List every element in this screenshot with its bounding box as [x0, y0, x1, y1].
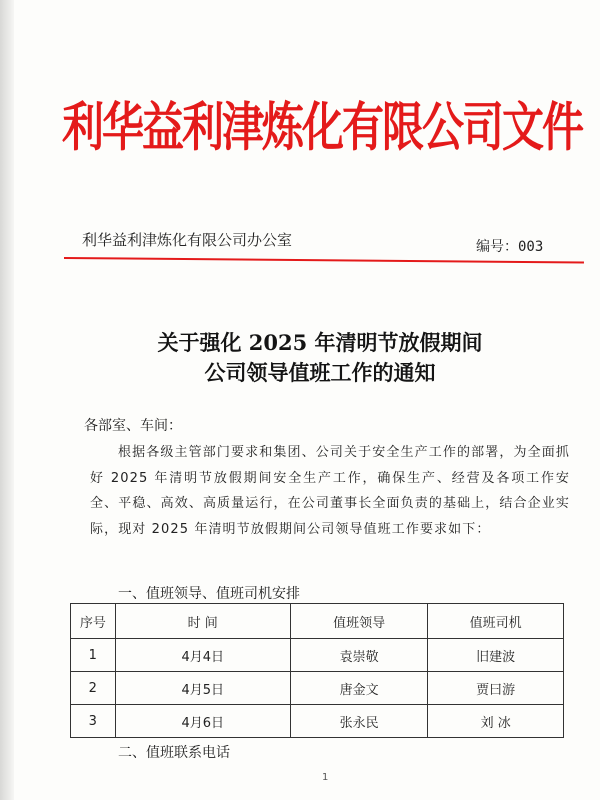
salutation: 各部室、车间：: [84, 418, 182, 434]
document-number: [476, 236, 543, 256]
document-header-title: 利华益利津炼化有限公司文件: [62, 96, 583, 158]
section-heading-contact-phone: 二、值班联系电话: [118, 745, 230, 761]
table-header-row: [71, 604, 564, 639]
cell-duty-leader: 唐金文: [290, 672, 428, 705]
cell-number: 1: [71, 639, 116, 672]
column-header-duty-leader: 值班领导: [290, 604, 428, 639]
cell-date: 4月4日: [115, 639, 290, 672]
scan-shadow-edge: [0, 0, 14, 800]
column-header-duty-driver: 值班司机: [428, 604, 564, 639]
document-number-value: 003: [518, 239, 544, 255]
issuing-office: 利华益利津炼化有限公司办公室: [82, 231, 293, 249]
notice-title-line2: 公司领导值班工作的通知: [204, 360, 436, 385]
duty-schedule-table: [70, 603, 564, 738]
cell-date: 4月6日: [115, 705, 290, 738]
cell-duty-driver: 刘 冰: [428, 705, 564, 738]
table-row: [71, 705, 564, 738]
column-header-date: 时 间: [115, 604, 290, 639]
table-row: [71, 672, 564, 705]
table-row: [71, 639, 564, 672]
notice-title-line1: 关于强化 2025 年清明节放假期间: [157, 330, 483, 355]
cell-number: 3: [71, 705, 116, 738]
body-paragraph: 根据各级主管部门要求和集团、公司关于安全生产工作的部署，为全面抓好 2025 年清明节放假期间安全生产工作，确保生产、经营及各项工作安全、平稳、高效、高质量运行，在公司董事长全面负责的基础上，结合企业实际，现对 2025 年清明节放假期间公司领导值班工作要求如下：: [90, 445, 570, 537]
cell-duty-driver: 旧建波: [428, 639, 564, 672]
document-number-label: 编号：: [476, 239, 518, 255]
red-divider-line: [64, 257, 584, 264]
cell-date: 4月5日: [115, 672, 290, 705]
cell-duty-leader: 张永民: [290, 705, 428, 738]
page-number: 1: [322, 772, 329, 783]
cell-number: 2: [71, 672, 116, 705]
column-header-number: 序号: [71, 604, 116, 639]
section-heading-duty-arrangement: 一、值班领导、值班司机安排: [118, 586, 300, 602]
cell-duty-driver: 贾曰游: [428, 672, 564, 705]
cell-duty-leader: 袁崇敬: [290, 639, 428, 672]
